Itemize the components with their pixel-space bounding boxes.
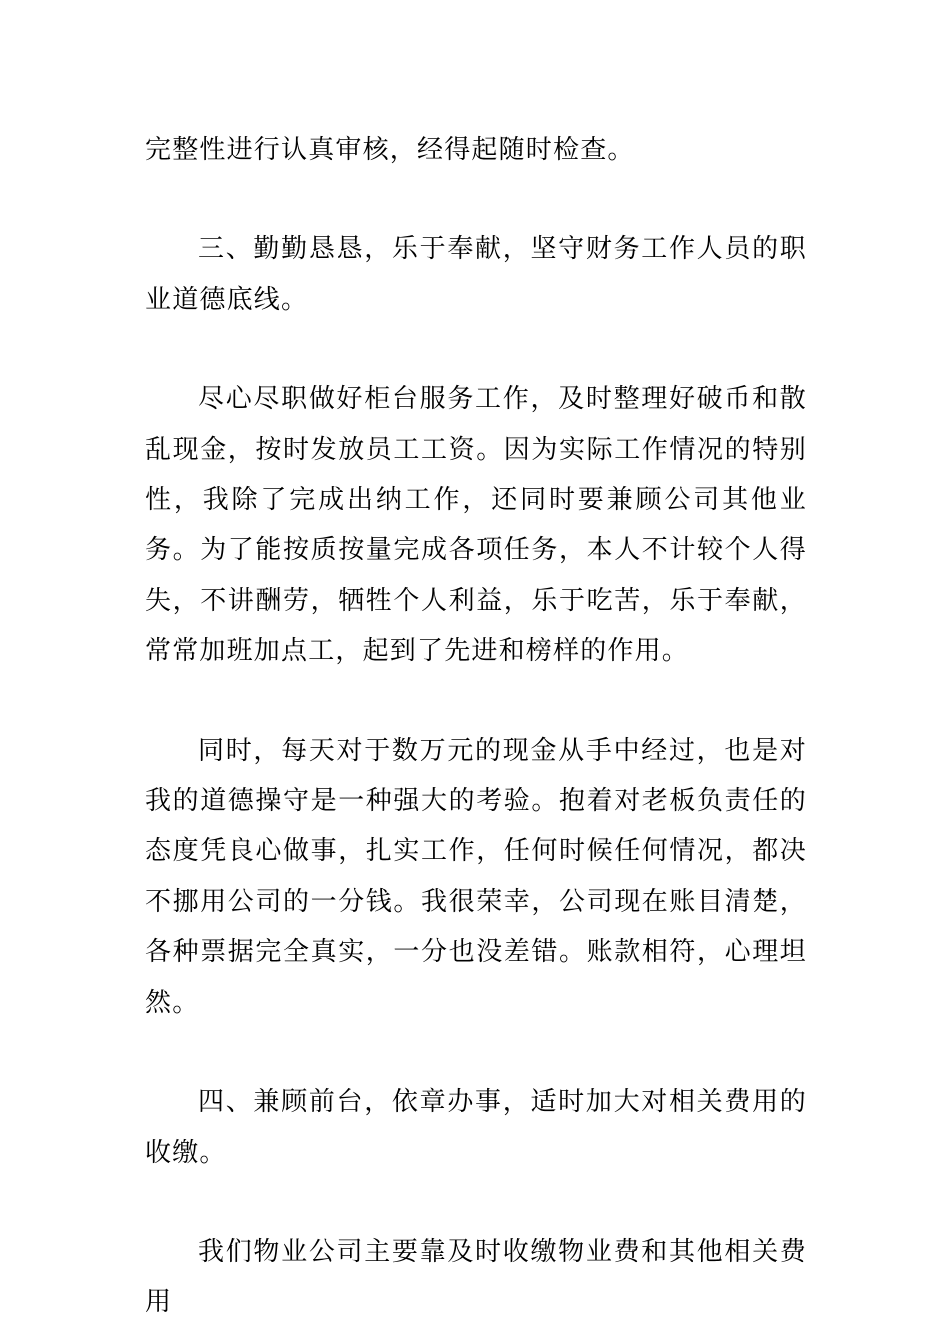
- paragraph-section-three-heading: 三、勤勤恳恳，乐于奉献，坚守财务工作人员的职业道德底线。: [145, 234, 807, 315]
- document-body: [145, 125, 807, 1328]
- paragraph-fee-collection: 我们物业公司主要靠及时收缴物业费和其他相关费用: [145, 1236, 807, 1318]
- paragraph-counter-service: 尽心尽职做好柜台服务工作，及时整理好破币和散乱现金，按时发放员工工资。因为实际工作情况的特别性，我除了完成出纳工作，还同时要兼顾公司其他业务。为了能按质按量完成各项任务，本人不计较个人得失，不讲酬劳，牺牲个人利益，乐于吃苦，乐于奉献，常常加班加点工，起到了先进和榜样的作用。: [145, 384, 807, 667]
- paragraph-section-four-heading: 四、兼顾前台，依章办事，适时加大对相关费用的收缴。: [145, 1087, 807, 1168]
- paragraph-integrity: 同时，每天对于数万元的现金从手中经过，也是对我的道德操守是一种强大的考验。抱着对老板负责任的态度凭良心做事，扎实工作，任何时候任何情况，都决不挪用公司的一分钱。我很荣幸，公司现在账目清楚，各种票据完全真实，一分也没差错。账款相符，心理坦然。: [145, 735, 807, 1018]
- paragraph-continuation: 完整性进行认真审核，经得起随时检查。: [145, 135, 635, 165]
